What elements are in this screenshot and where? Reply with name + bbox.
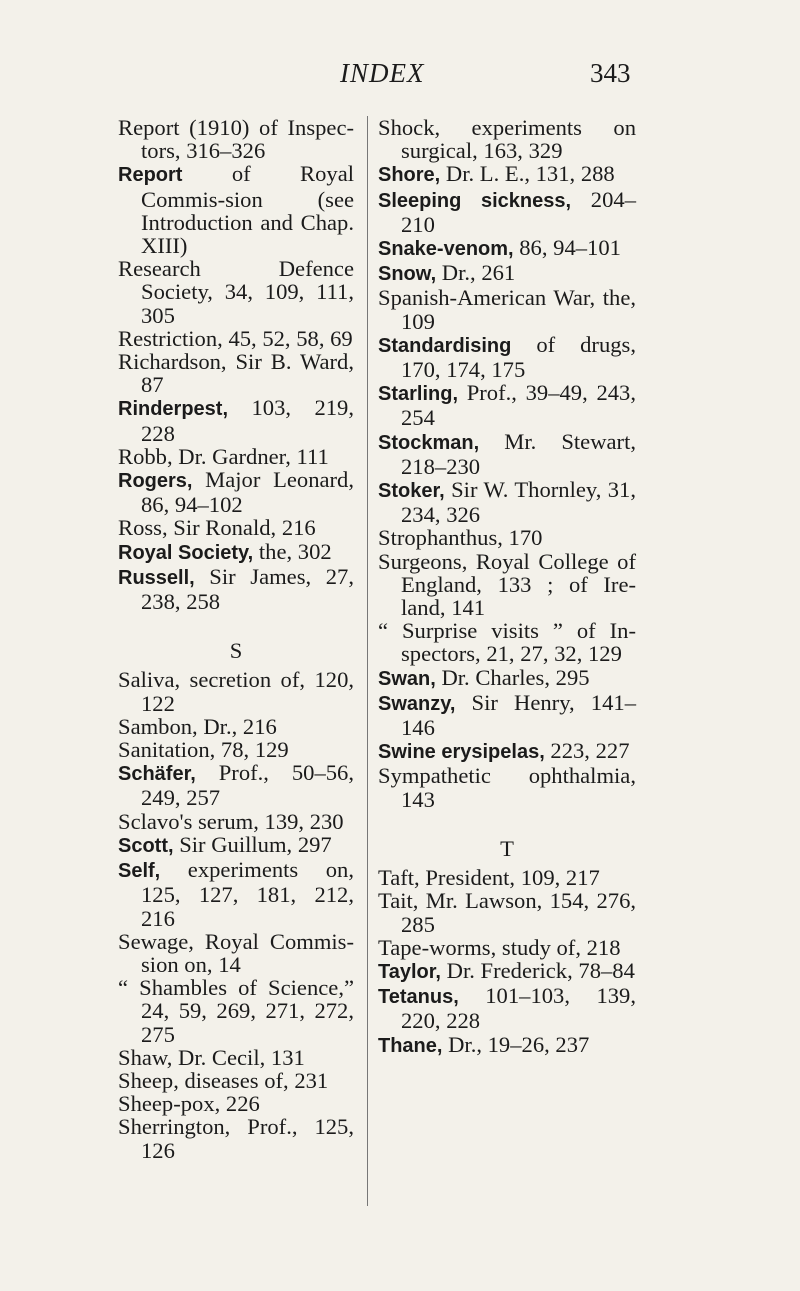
entry-references: Prof., 50–56, 249, 257 bbox=[141, 760, 354, 811]
entry-heading: Robb, Dr. Gardner, bbox=[118, 443, 291, 469]
index-entry bbox=[378, 286, 636, 332]
index-entry bbox=[118, 833, 354, 858]
entry-heading: Swine erysipelas, bbox=[378, 741, 545, 764]
index-group-s-continued bbox=[378, 116, 636, 811]
section-letter-s: S bbox=[229, 638, 243, 664]
entry-references: 101–103, 139, 220, 228 bbox=[401, 983, 636, 1034]
entry-references: Dr. L. E., 131, 288 bbox=[440, 161, 615, 187]
running-head bbox=[0, 58, 800, 98]
entry-heading: Stoker, bbox=[378, 480, 445, 503]
entry-references: 231 bbox=[288, 1067, 329, 1093]
entry-references: Mr. Stewart, 218–230 bbox=[401, 428, 636, 479]
entry-heading: Snake-venom, bbox=[378, 238, 514, 261]
entry-references: 103, 219, 228 bbox=[141, 395, 354, 446]
index-entry bbox=[378, 333, 636, 381]
entry-references: 120, 122 bbox=[141, 667, 355, 716]
entry-heading: Schäfer, bbox=[118, 763, 196, 786]
entry-references: 14 bbox=[212, 951, 241, 977]
index-entry bbox=[118, 468, 354, 516]
entry-heading: Surgeons, Royal College of England, bbox=[378, 548, 636, 597]
index-entry bbox=[378, 162, 636, 187]
index-entry bbox=[118, 1092, 354, 1115]
right-column bbox=[378, 116, 636, 1058]
entry-references: (1910) of Inspec-tors, 316–326 bbox=[141, 115, 354, 164]
entry-heading: Snow, bbox=[378, 263, 437, 286]
entry-references: 125, 126 bbox=[141, 1114, 354, 1163]
index-entry bbox=[118, 1069, 354, 1092]
entry-references: 216 bbox=[276, 515, 316, 541]
index-entry bbox=[378, 550, 636, 620]
index-entry bbox=[378, 959, 636, 984]
entry-heading: Sclavo's serum, bbox=[118, 808, 259, 834]
entry-references: the, 302 bbox=[253, 538, 332, 564]
entry-references: 154, 276, 285 bbox=[401, 888, 637, 937]
entry-heading: Rinderpest, bbox=[118, 398, 229, 421]
entry-references: 226 bbox=[220, 1091, 260, 1117]
entry-references: Sir Henry, 141–146 bbox=[401, 689, 636, 741]
entry-heading: Shaw, Dr. Cecil, bbox=[118, 1044, 266, 1070]
index-entry bbox=[378, 691, 636, 739]
entry-references: 109 bbox=[401, 308, 435, 334]
entry-heading: “ Shambles of Science,” bbox=[118, 975, 354, 1001]
index-entry bbox=[118, 540, 354, 565]
entry-references: 78, 129 bbox=[215, 737, 289, 763]
index-entry bbox=[118, 565, 354, 613]
index-entry bbox=[118, 810, 354, 833]
index-group-t bbox=[378, 866, 636, 1058]
entry-references: Sir Guillum, 297 bbox=[173, 831, 332, 857]
entry-heading: Sheep-pox, bbox=[118, 1091, 221, 1117]
index-entry bbox=[118, 930, 354, 976]
index-entry bbox=[378, 236, 636, 261]
index-group-s bbox=[118, 668, 354, 1161]
entry-references: 218 bbox=[580, 934, 621, 960]
index-entry bbox=[378, 188, 636, 236]
entry-heading: Swanzy, bbox=[378, 692, 456, 715]
index-entry bbox=[118, 1115, 354, 1161]
index-entry bbox=[118, 668, 354, 714]
index-entry bbox=[118, 116, 354, 162]
entry-heading: Shock, experiments on surgical, bbox=[378, 115, 636, 164]
entry-heading: Strophanthus, bbox=[378, 525, 503, 551]
entry-references: 216 bbox=[237, 713, 277, 739]
entry-heading: Richardson, Sir B. Ward, bbox=[118, 349, 354, 375]
entry-heading: Rogers, bbox=[118, 470, 193, 493]
entry-references: 34, 109, 111, 305 bbox=[141, 279, 354, 328]
index-entry bbox=[378, 116, 636, 162]
entry-heading: Taylor, bbox=[378, 960, 441, 983]
index-entry bbox=[118, 257, 354, 327]
index-group-r bbox=[118, 116, 354, 613]
index-entry bbox=[118, 327, 354, 350]
page-title: INDEX bbox=[340, 58, 425, 88]
entry-heading: Sherrington, Prof., bbox=[118, 1114, 298, 1140]
entry-references: 24, 59, 269, 271, 272, 275 bbox=[141, 998, 354, 1047]
entry-references: 139, 230 bbox=[258, 808, 344, 834]
entry-heading: Sambon, Dr., bbox=[118, 713, 238, 739]
index-entry bbox=[118, 738, 354, 761]
entry-heading: Spanish-American War, the, bbox=[378, 285, 636, 311]
entry-heading: Stockman, bbox=[378, 431, 480, 454]
entry-references: 87 bbox=[141, 372, 164, 398]
entry-references: 21, 27, 32, 129 bbox=[480, 641, 622, 667]
index-entry bbox=[118, 516, 354, 539]
entry-heading: Sympathetic ophthalmia, bbox=[378, 763, 636, 789]
index-entry bbox=[118, 1046, 354, 1069]
page-number: 343 bbox=[590, 58, 631, 88]
entry-references: Sir W. Thornley, 31, 234, 326 bbox=[401, 477, 636, 528]
entry-references: 223, 227 bbox=[544, 738, 630, 764]
index-entry bbox=[378, 1033, 636, 1058]
entry-references: 133 ; of Ire-land, 141 bbox=[401, 571, 636, 621]
index-entry bbox=[118, 350, 354, 396]
entry-references: Dr. Charles, 295 bbox=[435, 664, 590, 690]
index-entry bbox=[378, 381, 636, 429]
entry-references: of Royal Commis-sion (see Introduction and Chap. XIII) bbox=[141, 161, 354, 259]
entry-references: Dr. Frederick, 78–84 bbox=[441, 957, 635, 983]
entry-heading: Sewage, Royal Commis-sion on, bbox=[118, 928, 354, 977]
section-letter-t: T bbox=[500, 835, 514, 861]
entry-heading: Ross, Sir Ronald, bbox=[118, 515, 277, 541]
index-entry bbox=[378, 619, 636, 665]
entry-heading: Report bbox=[118, 164, 183, 187]
entry-heading: Saliva, secretion of, bbox=[118, 667, 306, 693]
left-column bbox=[118, 116, 354, 1162]
entry-heading: Tait, Mr. Lawson, bbox=[378, 888, 543, 914]
entry-heading: Research Defence Society, bbox=[118, 256, 354, 305]
entry-heading: Russell, bbox=[118, 566, 195, 589]
index-entry bbox=[378, 261, 636, 286]
entry-heading: Tetanus, bbox=[378, 986, 459, 1009]
column-divider bbox=[367, 116, 368, 1206]
index-entry bbox=[118, 396, 354, 444]
entry-references: Sir James, 27, 238, 258 bbox=[141, 563, 354, 615]
entry-references: of drugs, 170, 174, 175 bbox=[401, 331, 636, 383]
entry-heading: Taft, President, bbox=[378, 865, 516, 891]
index-entry bbox=[118, 715, 354, 738]
entry-references: 45, 52, 58, 69 bbox=[222, 325, 353, 351]
entry-references: 163, 329 bbox=[477, 138, 563, 164]
index-entry bbox=[378, 666, 636, 691]
entry-heading: Sanitation, bbox=[118, 737, 216, 763]
entry-heading: Sheep, diseases of, bbox=[118, 1067, 289, 1093]
index-entry bbox=[378, 889, 636, 935]
index-entry bbox=[378, 526, 636, 549]
entry-heading: Self, bbox=[118, 860, 161, 883]
entry-references: 204–210 bbox=[401, 186, 636, 237]
index-entry bbox=[378, 430, 636, 478]
entry-heading: Thane, bbox=[378, 1034, 443, 1057]
entry-heading: Sleeping sickness, bbox=[378, 189, 572, 212]
index-entry bbox=[378, 739, 636, 764]
index-entry bbox=[378, 764, 636, 810]
entry-references: Major Leonard, 86, 94–102 bbox=[141, 467, 354, 518]
entry-heading: Tape-worms, study of, bbox=[378, 934, 581, 960]
entry-heading: “ Surprise visits ” of In-spectors, bbox=[378, 618, 636, 667]
entry-heading: Royal Society, bbox=[118, 541, 254, 564]
entry-references: experiments on, 125, 127, 181, 212, 216 bbox=[141, 857, 354, 931]
index-entry bbox=[118, 445, 354, 468]
entry-heading: Restriction, bbox=[118, 325, 223, 351]
index-entry bbox=[378, 936, 636, 959]
entry-references: Dr., 261 bbox=[436, 260, 516, 286]
entry-references: 111 bbox=[290, 443, 329, 469]
index-entry bbox=[118, 858, 354, 930]
entry-references: 109, 217 bbox=[515, 865, 600, 891]
entry-heading: Swan, bbox=[378, 667, 436, 690]
entry-references: 170 bbox=[502, 525, 543, 551]
entry-references: Dr., 19–26, 237 bbox=[442, 1031, 590, 1057]
entry-references: 86, 94–101 bbox=[513, 235, 621, 261]
index-entry bbox=[118, 761, 354, 809]
index-entry bbox=[378, 478, 636, 526]
entry-heading: Report bbox=[118, 115, 180, 140]
entry-heading: Standardising bbox=[378, 334, 512, 357]
entry-heading: Shore, bbox=[378, 164, 441, 187]
entry-references: 143 bbox=[401, 786, 435, 812]
index-entry bbox=[378, 984, 636, 1032]
index-entry bbox=[118, 976, 354, 1046]
entry-references: Prof., 39–49, 243, 254 bbox=[401, 380, 636, 431]
index-entry bbox=[378, 866, 636, 889]
entry-references: 131 bbox=[265, 1044, 305, 1070]
entry-heading: Scott, bbox=[118, 834, 174, 857]
entry-heading: Starling, bbox=[378, 383, 459, 406]
index-entry bbox=[118, 162, 354, 257]
